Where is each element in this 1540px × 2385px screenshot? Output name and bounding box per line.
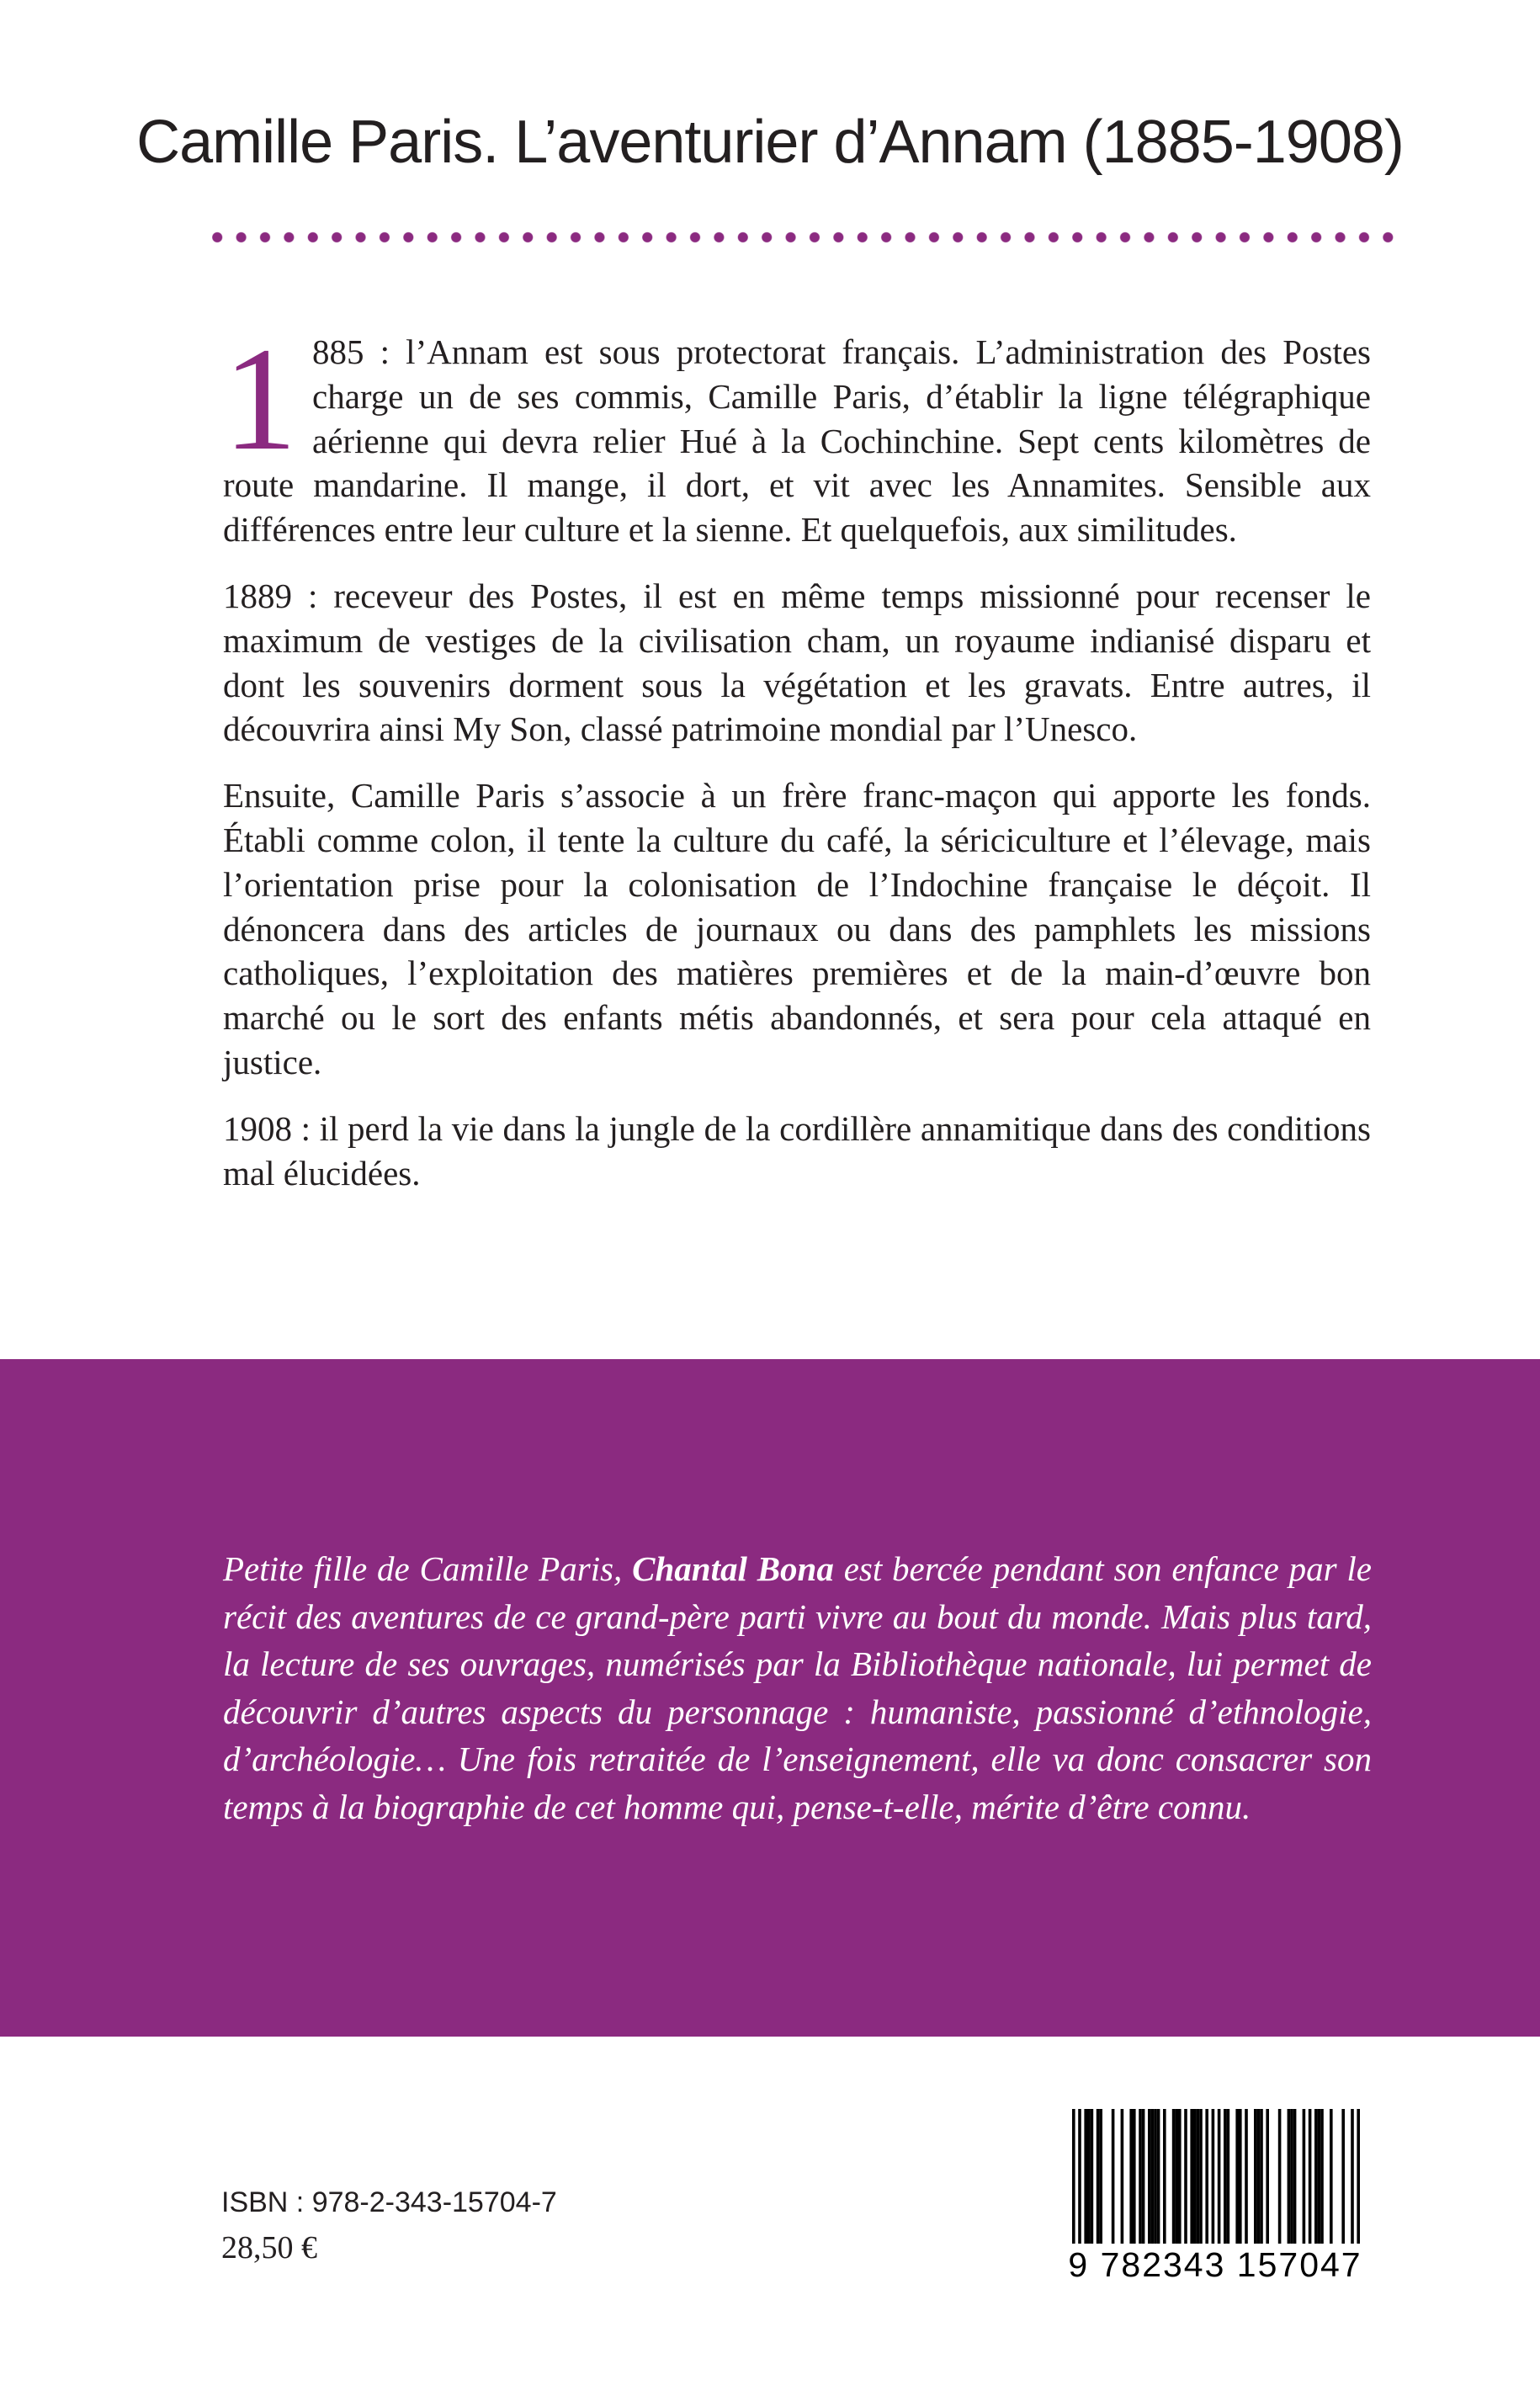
barcode-bar	[1266, 2109, 1269, 2245]
barcode-bar	[1227, 2109, 1230, 2245]
drop-cap: 1	[223, 317, 297, 481]
barcode-bar	[1239, 2109, 1242, 2245]
barcode-bar	[1278, 2109, 1282, 2245]
barcode-bar	[1148, 2109, 1151, 2245]
barcode-bar	[1087, 2109, 1091, 2245]
barcode-bar	[1129, 2109, 1133, 2245]
synopsis-paragraph-4: 1908 : il perd la vie dans la jungle de la cordillère annamitique dans des conditions mal élucidées.	[223, 1108, 1371, 1192]
synopsis-paragraph-2: 1889 : receveur des Postes, il est en même temps missionné pour recenser le maximum de vestiges de la civilisation cham, un royaume indianisé disparu et dont les souvenirs dorment sous la végétation et les gravats. Entre autres, il découvrira ainsi My Son, classé patrimoine mondial par l’Unesco.	[223, 576, 1371, 749]
barcode-bar	[1218, 2109, 1221, 2257]
barcode-bar	[1157, 2109, 1160, 2245]
barcode-bar	[1184, 2109, 1187, 2245]
barcode-bar	[1293, 2109, 1297, 2245]
barcode-bar	[1084, 2109, 1087, 2245]
barcode-digits: 9 782343 157047	[1047, 2244, 1383, 2286]
barcode-bar	[1351, 2109, 1354, 2257]
barcode-bar	[1190, 2109, 1193, 2245]
barcode-bar	[1178, 2109, 1182, 2245]
synopsis	[223, 317, 1371, 1217]
author-name: Chantal Bona	[632, 1549, 834, 1588]
barcode-bar	[1330, 2109, 1333, 2245]
barcode-bar	[1142, 2109, 1145, 2245]
author-bio-text: est bercée pendant son enfance par le récit des aventures de ce grand-père parti vivre au bout du monde. Mais plus tard, la lecture de ses ouvrages, numérisés par la Bibliothèque nationale, lui permet de découvrir d’autres aspects du personnage : humaniste, passionné d’ethnologie, d’archéologie… Une fois retraitée de l’enseignement, elle va donc consacrer son temps à la biographie de cet homme qui, pense-t-elle, mérite d’être connu.	[223, 1549, 1372, 1826]
barcode-bar	[1245, 2109, 1248, 2245]
barcode-bar	[1260, 2109, 1263, 2245]
barcode-bar	[1133, 2109, 1136, 2245]
barcode-bar	[1193, 2109, 1197, 2245]
barcode-bar	[1288, 2109, 1291, 2245]
barcode-bar	[1197, 2109, 1200, 2245]
barcode-bar	[1091, 2109, 1094, 2245]
barcode-bar	[1254, 2109, 1257, 2245]
barcode-bar	[1290, 2109, 1293, 2245]
barcode-bar	[1205, 2109, 1208, 2245]
barcode-bar	[1175, 2109, 1178, 2245]
barcode-bar	[1314, 2109, 1318, 2245]
barcode-bar	[1199, 2109, 1203, 2245]
barcode	[1047, 2109, 1383, 2287]
barcode-bar	[1097, 2109, 1100, 2245]
barcode-bar	[1341, 2109, 1345, 2245]
barcode-bar	[1257, 2109, 1261, 2245]
author-bio	[223, 1545, 1372, 1830]
barcode-bar	[1154, 2109, 1157, 2245]
synopsis-paragraph-1-text: 885 : l’Annam est sous protectorat français. L’administration des Postes charge un de ses commis, Camille Paris, d’établir la ligne télégraphique aérienne qui devra relier Hué à la Cochinchine. Sept cents kilomètres de route mandarine. Il mange, il dort, et vit avec les Annamites. Sensible aux différences entre leur culture et la sienne. Et quelquefois, aux similitudes.	[223, 332, 1371, 550]
barcode-bar	[1212, 2109, 1215, 2257]
barcode-bar	[1357, 2109, 1360, 2257]
barcode-bar	[1112, 2109, 1115, 2245]
dotted-divider	[205, 231, 1400, 244]
barcode-bar	[1121, 2109, 1124, 2245]
barcode-bar	[1078, 2109, 1081, 2257]
price: 28,50 €	[221, 2230, 317, 2265]
barcode-bar	[1163, 2109, 1166, 2245]
barcode-bar	[1235, 2109, 1239, 2245]
synopsis-paragraph-3: Ensuite, Camille Paris s’associe à un frère franc-maçon qui apporte les fonds. Établi comme colon, il tente la culture du café, la sériciculture et l’élevage, mais l’orientation prise pour la colonisation de l’Indochine française le déçoit. Il dénoncera dans des articles de journaux ou dans des pamphlets les missions catholiques, l’exploitation des matières premières et de la main-d’œuvre bon marché ou le sort des enfants métis abandonnés, et sera pour cela attaqué en justice.	[223, 776, 1371, 1081]
book-title: Camille Paris. L’aventurier d’Annam (1885-1908)	[136, 109, 1404, 176]
barcode-bar	[1099, 2109, 1102, 2245]
barcode-bar	[1139, 2109, 1142, 2245]
barcode-bar	[1072, 2109, 1075, 2257]
synopsis-paragraph-1	[223, 317, 1371, 552]
author-bio-intro: Petite fille de Camille Paris,	[223, 1549, 633, 1588]
barcode-bar	[1320, 2109, 1324, 2245]
barcode-bar	[1318, 2109, 1321, 2245]
barcode-bar	[1172, 2109, 1176, 2245]
barcode-bar	[1224, 2109, 1227, 2245]
barcode-bar	[1151, 2109, 1155, 2245]
barcode-bar	[1309, 2109, 1312, 2245]
barcode-bar	[1303, 2109, 1306, 2245]
isbn: ISBN : 978-2-343-15704-7	[221, 2186, 557, 2218]
